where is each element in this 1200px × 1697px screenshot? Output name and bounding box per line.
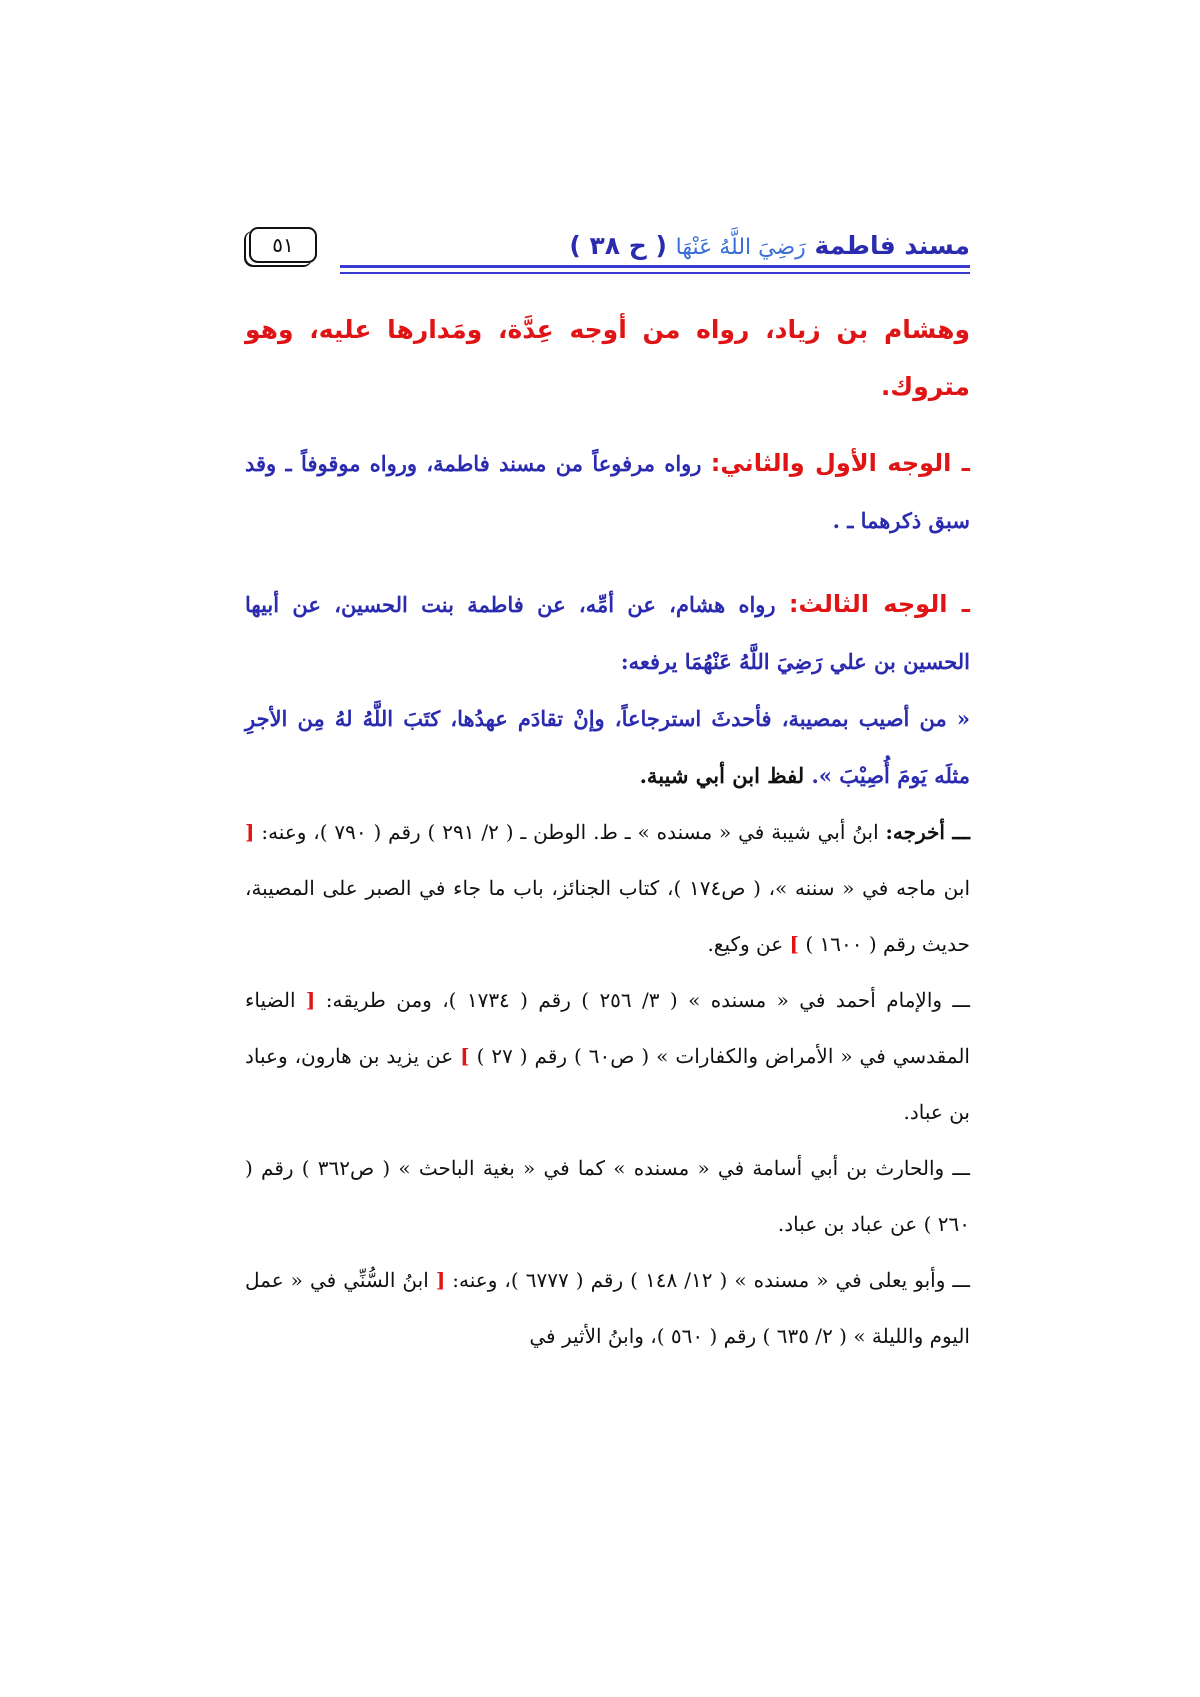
paragraph-text: عن يزيد بن هارون، وعباد بن عباد.	[245, 1044, 970, 1124]
paragraph-text: عن وكيع.	[707, 932, 790, 956]
book-title: مسند فاطمة	[814, 231, 970, 260]
page-number-box	[249, 227, 317, 263]
section-label: ـ الوجه الثالث:	[788, 590, 970, 618]
intro-paragraph: وهشام بن زياد، رواه من أوجه عِدَّة، ومَدارها عليه، وهو متروك.	[245, 315, 970, 401]
bracket-close: ]	[460, 1044, 470, 1068]
bracket-open: [	[245, 820, 255, 844]
running-header	[245, 225, 970, 267]
page-number: ٥١	[272, 233, 294, 257]
hadith-note: لفظ ابن أبي شيبة.	[639, 763, 812, 788]
paragraph-text: ابنُ أبي شيبة في « مسنده » ـ ط. الوطن ـ ( ٢/ ٢٩١ ) رقم ( ٧٩٠ )، وعنه:	[254, 820, 886, 844]
paragraph-text: ابنُ السُّنِّي في « عمل اليوم والليلة » ( ٢/ ٦٣٥ ) رقم ( ٥٦٠ )، وابنُ الأثير في	[245, 1268, 970, 1348]
paragraph-text: ـــ وأبو يعلى في « مسنده » ( ١٢/ ١٤٨ ) رقم ( ٦٧٧٧ )، وعنه:	[445, 1268, 970, 1292]
honorific: رَضِيَ اللَّهُ عَنْهَا	[675, 235, 806, 260]
hadith-quote: « من أصيب بمصيبة، فأحدثَ استرجاعاً، وإنْ تقادَم عهدُها، كتَبَ اللَّهُ لهُ مِن الأجرِ مثلَه يَومَ أُصِيْبَ ».	[245, 706, 970, 788]
bracket-close: ]	[789, 932, 800, 956]
section-text: رواه هشام، عن أمِّه، عن فاطمة بنت الحسين، عن أبيها الحسين بن علي	[245, 592, 970, 674]
header-rule-secondary	[340, 272, 970, 274]
bracket-open: [	[435, 1268, 446, 1292]
takhrij-paragraph-3: ـــ والحارث بن أبي أسامة في « مسنده » كما في « بغية الباحث » ( ص٣٦٢ ) رقم ( ٢٦٠ ) عن عباد بن عباد.	[245, 1156, 970, 1236]
section-label: ـ الوجه الأول والثاني:	[710, 449, 970, 477]
bracket-open: [	[305, 988, 316, 1012]
section-text: رواه مرفوعاً من مسند فاطمة، ورواه موقوفاً ـ وقد سبق ذكرهما ـ .	[245, 451, 970, 533]
paragraph-text: ابن ماجه في « سننه »، ( ص١٧٤ )، كتاب الجنائز، باب ما جاء في الصبر على المصيبة، حديث رقم ( ١٦٠٠ )	[245, 876, 971, 956]
paragraph-text: ـــ والإمام أحمد في « مسنده » ( ٣/ ٢٥٦ ) رقم ( ١٧٣٤ )، ومن طريقه:	[315, 988, 970, 1012]
takhrij-paragraph-4	[245, 1252, 970, 1364]
takhrij-paragraph-2	[245, 972, 970, 1140]
header-title	[569, 231, 970, 260]
section-first-second	[245, 435, 970, 549]
section-third	[245, 576, 970, 690]
header-rule	[340, 265, 970, 268]
document-page	[245, 225, 970, 1364]
honorific: رَضِيَ اللَّهُ عَنْهُمَا	[684, 649, 823, 674]
hadith-text	[245, 690, 970, 804]
hadith-number: ( ح ٣٨ )	[569, 231, 667, 260]
takhrij-paragraph-1	[245, 804, 970, 972]
section-text-end: يرفعه:	[620, 649, 685, 674]
lead-word: ـــ أخرجه:	[885, 820, 970, 844]
paragraph-text: الضياء المقدسي في « الأمراض والكفارات » ( ص٦٠ ) رقم ( ٢٧ )	[245, 988, 970, 1068]
